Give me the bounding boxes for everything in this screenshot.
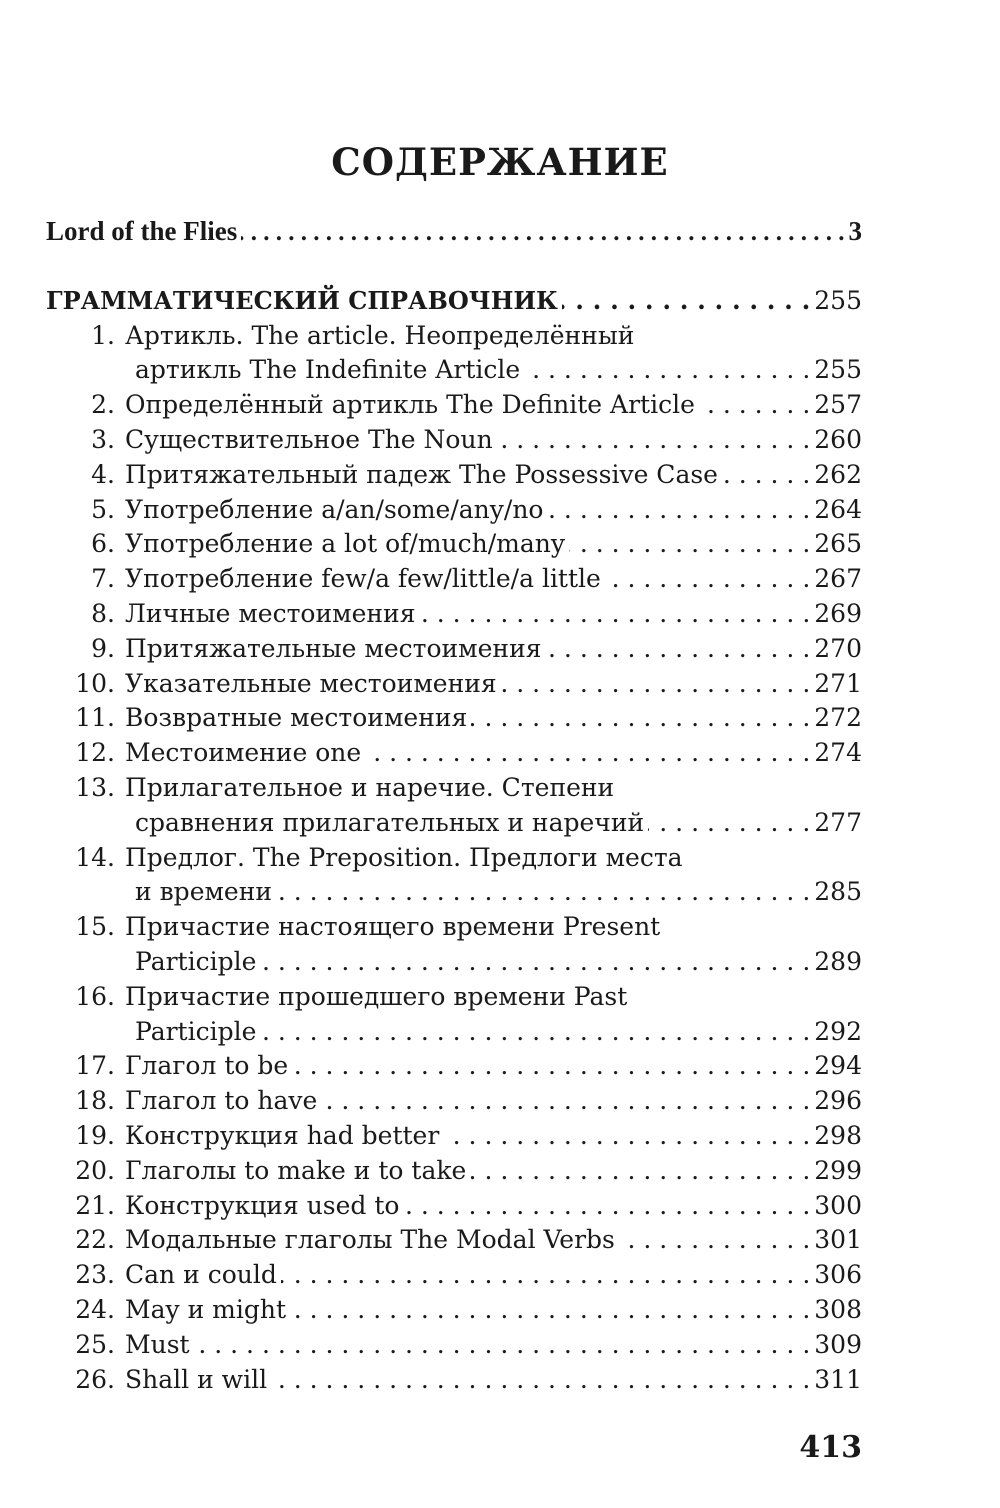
dot-leader [403, 1189, 810, 1224]
toc-entry-page: 3 [848, 216, 862, 246]
toc-item-page: 299 [814, 1155, 862, 1185]
toc-item[interactable] [46, 1189, 862, 1224]
toc-item[interactable] [46, 1154, 862, 1189]
toc-item-page: 272 [814, 703, 862, 733]
toc-item-title: Употребление few/a few/little/a little [125, 564, 601, 594]
toc-item-title: Притяжательный падеж The Possessive Case [125, 459, 718, 489]
toc-item-page: 285 [814, 877, 862, 907]
table-of-contents [46, 214, 862, 1397]
toc-item-continuation[interactable] [46, 353, 862, 388]
toc-item[interactable] [46, 1084, 862, 1119]
toc-item-continuation[interactable] [46, 945, 862, 980]
toc-item-number: 8. [91, 598, 115, 628]
toc-item-title: Указательные местоимения [125, 668, 497, 698]
toc-item-title: Существительное The Noun [125, 424, 493, 454]
dot-leader [276, 875, 810, 910]
dot-leader [292, 1049, 810, 1084]
toc-item[interactable] [46, 701, 862, 736]
toc-item-title: Глаголы to make и to take [125, 1155, 467, 1185]
toc-item-page: 308 [814, 1294, 862, 1324]
toc-item-title: Артикль. The article. Неопределённый [125, 320, 635, 350]
toc-item[interactable] [46, 1119, 862, 1154]
toc-item-number: 24. [75, 1294, 115, 1324]
toc-item[interactable] [46, 597, 862, 632]
toc-item-page: 269 [814, 598, 862, 628]
toc-item[interactable] [46, 1363, 862, 1398]
toc-item-number: 14. [75, 842, 115, 872]
toc-item-page: 300 [814, 1190, 862, 1220]
toc-item-title: Употребление a lot of/much/many [125, 529, 565, 559]
toc-item-number: 18. [75, 1086, 115, 1116]
toc-item-title: Конструкция had better [125, 1120, 440, 1150]
toc-item-page: 270 [814, 633, 862, 663]
toc-item[interactable] [46, 771, 862, 806]
toc-item[interactable] [46, 632, 862, 667]
toc-item-page: 277 [814, 807, 862, 837]
toc-item[interactable] [46, 736, 862, 771]
toc-item-number: 12. [75, 738, 115, 768]
toc-item[interactable] [46, 980, 862, 1015]
toc-item[interactable] [46, 562, 862, 597]
toc-item[interactable] [46, 1258, 862, 1293]
toc-items [46, 319, 862, 1398]
dot-leader [569, 527, 810, 562]
page-title: СОДЕРЖАНИЕ [331, 140, 669, 184]
toc-item-number: 2. [91, 390, 115, 420]
toc-item-number: 9. [91, 633, 115, 663]
toc-item-title-cont: сравнения прилагательных и наречий [135, 807, 645, 837]
toc-item[interactable] [46, 1049, 862, 1084]
toc-item[interactable] [46, 667, 862, 702]
toc-item-page: 294 [814, 1051, 862, 1081]
dot-leader [260, 1015, 810, 1050]
toc-main-entry[interactable] [46, 214, 862, 249]
toc-item-number: 20. [75, 1155, 115, 1185]
toc-item-number: 5. [91, 494, 115, 524]
toc-item-title: Shall и will [125, 1364, 268, 1394]
toc-item-number: 17. [75, 1051, 115, 1081]
dot-leader [271, 1363, 810, 1398]
toc-item-title: Глагол to be [125, 1051, 289, 1081]
toc-item[interactable] [46, 841, 862, 876]
toc-item[interactable] [46, 319, 862, 354]
toc-entry-title: Lord of the Flies [46, 216, 238, 246]
toc-item-page: 257 [814, 390, 862, 420]
toc-section-page: 255 [814, 285, 862, 315]
dot-leader [524, 353, 810, 388]
toc-item[interactable] [46, 388, 862, 423]
toc-item-page: 301 [814, 1225, 862, 1255]
toc-item-page: 255 [814, 355, 862, 385]
toc-item-continuation[interactable] [46, 1015, 862, 1050]
toc-item[interactable] [46, 1293, 862, 1328]
toc-item-number: 13. [75, 772, 115, 802]
toc-item-title: Предлог. The Preposition. Предлоги места [125, 842, 683, 872]
toc-item-title-cont: артикль The Indefinite Article [135, 355, 521, 385]
toc-item-title: Личные местоимения [125, 598, 416, 628]
toc-item-title: Употребление a/an/some/any/no [125, 494, 544, 524]
toc-item-title: Глагол to have [125, 1086, 318, 1116]
toc-item-title: Can и could [125, 1260, 277, 1290]
toc-item-title: Модальные глаголы The Modal Verbs [125, 1225, 615, 1255]
dot-leader [547, 493, 810, 528]
toc-item-page: 309 [814, 1329, 862, 1359]
toc-item-title: Определённый артикль The Definite Article [125, 390, 695, 420]
toc-item-continuation[interactable] [46, 875, 862, 910]
page-number: 413 [799, 1430, 862, 1465]
toc-item-page: 298 [814, 1120, 862, 1150]
toc-item-title: Притяжательные местоимения [125, 633, 542, 663]
toc-item[interactable] [46, 1328, 862, 1363]
toc-item-page: 289 [814, 946, 862, 976]
toc-item[interactable] [46, 910, 862, 945]
toc-item-number: 23. [75, 1260, 115, 1290]
dot-leader [471, 701, 810, 736]
dot-leader [470, 1154, 810, 1189]
toc-item-number: 10. [75, 668, 115, 698]
toc-item-page: 264 [814, 494, 862, 524]
toc-item-number: 3. [91, 424, 115, 454]
toc-item-title: Конструкция used to [125, 1190, 400, 1220]
dot-leader [648, 806, 810, 841]
dot-leader [241, 216, 844, 251]
toc-item-number: 11. [75, 703, 115, 733]
toc-item-number: 4. [91, 459, 115, 489]
toc-item-page: 267 [814, 564, 862, 594]
toc-item-title: Возвратные местоимения [125, 703, 468, 733]
dot-leader [194, 1328, 811, 1363]
toc-item-continuation[interactable] [46, 806, 862, 841]
dot-leader [605, 562, 810, 597]
toc-item[interactable] [46, 423, 862, 458]
toc-item-number: 1. [91, 320, 115, 350]
toc-item-title: Причастие настоящего времени Present [125, 912, 661, 942]
toc-item-title-cont: и времени [135, 877, 273, 907]
toc-item-page: 296 [814, 1086, 862, 1116]
toc-item-title-cont: Participle [135, 1016, 257, 1046]
toc-item-title: Прилагательное и наречие. Степени [125, 772, 615, 802]
dot-leader [281, 1258, 810, 1293]
toc-item-page: 265 [814, 529, 862, 559]
toc-item-page: 306 [814, 1260, 862, 1290]
dot-leader [419, 597, 810, 632]
toc-item-title: May и might [125, 1294, 287, 1324]
toc-item-number: 22. [75, 1225, 115, 1255]
dot-leader [365, 736, 810, 771]
toc-item-number: 6. [91, 529, 115, 559]
toc-section-entry[interactable] [46, 284, 862, 319]
toc-item-page: 274 [814, 738, 862, 768]
toc-item-number: 26. [75, 1364, 115, 1394]
toc-item[interactable] [46, 527, 862, 562]
toc-item[interactable] [46, 458, 862, 493]
toc-item[interactable] [46, 1223, 862, 1258]
dot-leader [443, 1119, 810, 1154]
toc-item-page: 292 [814, 1016, 862, 1046]
toc-item[interactable] [46, 493, 862, 528]
toc-item-title-cont: Participle [135, 946, 257, 976]
dot-leader [722, 458, 810, 493]
toc-section-title: ГРАММАТИЧЕСКИЙ СПРАВОЧНИК [46, 285, 558, 315]
dot-leader [546, 632, 811, 667]
dot-leader [321, 1084, 810, 1119]
toc-item-page: 311 [814, 1364, 862, 1394]
dot-leader [497, 423, 811, 458]
toc-item-number: 16. [75, 981, 115, 1011]
toc-item-title: Местоимение one [125, 738, 362, 768]
toc-item-page: 271 [814, 668, 862, 698]
dot-leader [562, 284, 810, 319]
toc-item-number: 19. [75, 1120, 115, 1150]
toc-item-number: 15. [75, 912, 115, 942]
toc-item-title: Must [125, 1329, 190, 1359]
dot-leader [260, 945, 810, 980]
dot-leader [699, 388, 810, 423]
toc-item-title: Причастие прошедшего времени Past [125, 981, 628, 1011]
toc-item-number: 7. [91, 564, 115, 594]
toc-item-number: 21. [75, 1190, 115, 1220]
toc-item-number: 25. [75, 1329, 115, 1359]
dot-leader [619, 1223, 810, 1258]
toc-item-page: 262 [814, 459, 862, 489]
dot-leader [290, 1293, 810, 1328]
dot-leader [501, 667, 811, 702]
toc-item-page: 260 [814, 424, 862, 454]
